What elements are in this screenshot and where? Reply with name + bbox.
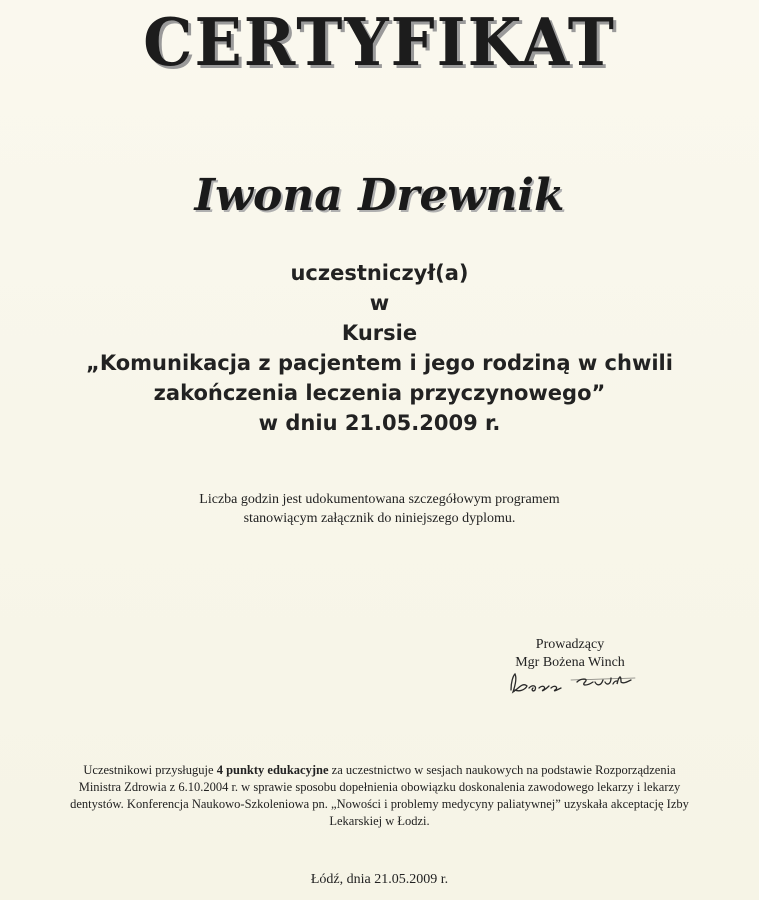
leader-role: Prowadzący: [535, 637, 605, 652]
participated-text: uczestniczył(a): [290, 261, 469, 285]
recipient-name: Iwona Drewnik: [194, 170, 565, 221]
footer-line-1-pre: Uczestnikowi przysługuje: [83, 763, 217, 777]
footer-points: 4 punkty edukacyjne: [216, 763, 329, 777]
footer-line-3: dentystów. Konferencja Naukowo-Szkoleniowa pn. „Nowości i problemy medycyny paliatywnej” uzyskała akceptację Izby: [70, 797, 689, 811]
certificate-title: CERTYFIKAT: [143, 4, 616, 81]
leader-name: Mgr Bożena Winch: [515, 655, 625, 670]
handwritten-signature: [505, 668, 640, 698]
course-title-line-2: zakończenia leczenia przyczynowego”: [153, 381, 606, 405]
place-date: Łódź, dnia 21.05.2009 r.: [310, 872, 449, 887]
hours-note-line-1: Liczba godzin jest udokumentowana szczegółowym programem: [199, 492, 560, 507]
footer-line-1-post: za uczestnictwo w sesjach naukowych na podstawie Rozporządzenia: [328, 763, 676, 777]
course-word: Kursie: [341, 321, 418, 345]
footer-line-4: Lekarskiej w Łodzi.: [329, 814, 430, 828]
course-date: w dniu 21.05.2009 r.: [258, 411, 501, 435]
leader-block: [480, 636, 660, 672]
course-info-block: [0, 258, 759, 438]
footer-line-1: [20, 762, 739, 779]
footer-line-2: Ministra Zdrowia z 6.10.2004 r. w sprawie sposobu dopełnienia obowiązku doskonalenia zawodowego lekarzy i lekarzy: [78, 780, 681, 794]
footer-text: [20, 762, 739, 830]
course-title-line-1: „Komunikacja z pacjentem i jego rodziną w chwili: [86, 351, 673, 375]
hours-note-line-2: stanowiącym załącznik do niniejszego dyplomu.: [243, 511, 516, 526]
hours-note: [0, 490, 759, 528]
preposition-text: w: [369, 291, 390, 315]
